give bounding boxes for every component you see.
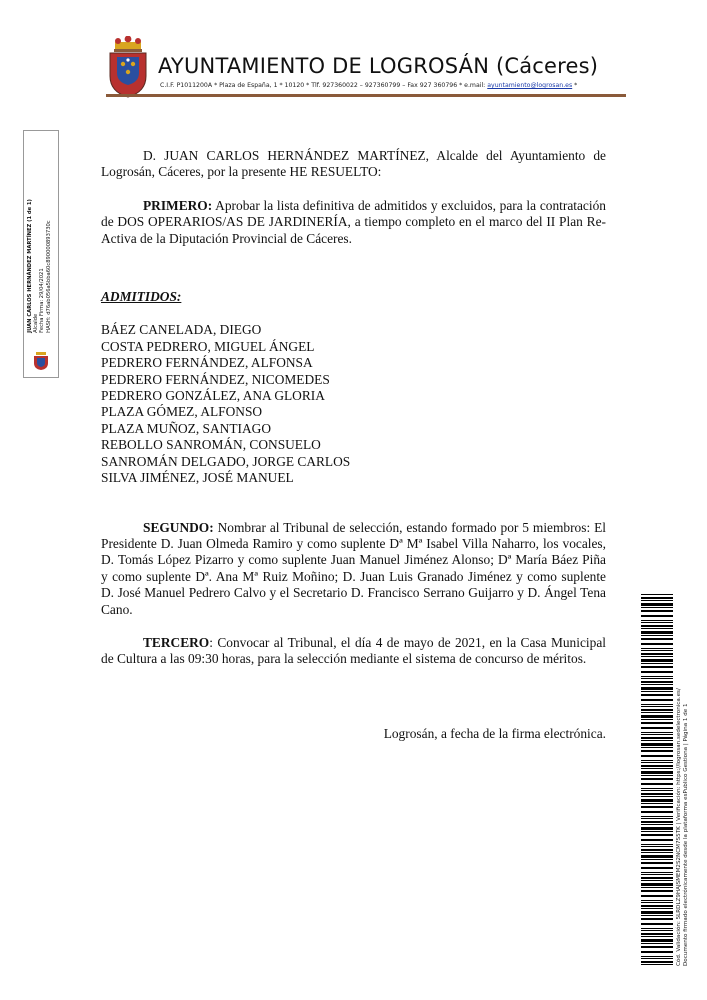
signature-date: Fecha Firma: 29/04/2021 bbox=[39, 268, 46, 333]
admitted-list bbox=[101, 322, 606, 486]
validation-platform: Documento firmado electrónicamente desde la plataforma esPublico Gestiona | Página 1 de 1 bbox=[683, 703, 689, 966]
coat-of-arms-icon bbox=[106, 36, 150, 98]
first-resolution-paragraph bbox=[101, 198, 606, 247]
list-item: COSTA PEDRERO, MIGUEL ÁNGEL bbox=[101, 338, 315, 354]
municipal-seal-icon bbox=[32, 351, 50, 371]
second-label: SEGUNDO: bbox=[143, 519, 214, 535]
third-label: TERCERO bbox=[143, 634, 210, 650]
second-text: Nombrar al Tribunal de selección, estando formado por 5 miembros: El Presidente D. Juan Olmeda Ramiro y como suplente Dª Mª Isabel Villa Naharro, los vocales, D. Tomás López Pizarro y como suplente Juan Manuel Jiménez Alonso; Dª María Báez Piña y como suplente Dª. Ana Mª Ruiz Moñino; D. Juan Luis Granado Jiménez y como suplente D. José Manuel Pedrero Calvo y el Secretario D. Francisco Serrano Guijarro y D. Ángel Tena Cano. bbox=[101, 519, 606, 617]
validation-code: Cód. Validación: 5LRDLZ9HAJSMEM2S2NCM7S5TK | Verificación: https://logrosan.sedelectronica.es/ bbox=[676, 688, 682, 966]
resolution-intro: D. JUAN CARLOS HERNÁNDEZ MARTÍNEZ, Alcalde del Ayuntamiento de Logrosán, Cáceres, por la presente HE RESUELTO: bbox=[101, 148, 606, 180]
email-link[interactable]: ayuntamiento@logrosan.es bbox=[487, 82, 573, 89]
signer-name: JUAN CARLOS HERNÁNDEZ MARTÍNEZ (1 de 1) bbox=[27, 199, 33, 333]
list-item: SANROMÁN DELGADO, JORGE CARLOS bbox=[101, 453, 351, 469]
organization-contact-info bbox=[160, 82, 577, 89]
list-item: PEDRERO FERNÁNDEZ, ALFONSA bbox=[101, 355, 313, 371]
contact-details: C.I.F. P1011200A * Plaza de España, 1 * 10120 * Tlf. 927360022 – 927360799 – Fax 927 360796 * e.mail: bbox=[160, 82, 488, 89]
list-item: PEDRERO FERNÁNDEZ, NICOMEDES bbox=[101, 371, 330, 387]
letterhead bbox=[106, 36, 626, 100]
first-label: PRIMERO: bbox=[143, 197, 213, 213]
signer-role: Alcalde bbox=[33, 314, 40, 333]
list-item: PLAZA MUÑOZ, SANTIAGO bbox=[101, 420, 271, 436]
first-text: Aprobar la lista definitiva de admitidos y excluidos, para la contratación de DOS OPERARIOS/AS DE JARDINERÍA, a tiempo completo en el marco del II Plan Re-Activa de la Diputación Provincial de Cáceres. bbox=[101, 197, 606, 246]
admitted-heading: ADMITIDOS: bbox=[101, 289, 182, 305]
list-item: PEDRERO GONZÁLEZ, ANA GLORIA bbox=[101, 388, 325, 404]
contact-suffix: * bbox=[572, 82, 578, 89]
list-item: REBOLLO SANROMÁN, CONSUELO bbox=[101, 437, 321, 453]
signature-hash: HASH: d76ab056a5bba60c890000893730c bbox=[45, 220, 52, 333]
signature-stamp bbox=[23, 130, 59, 378]
place-and-date: Logrosán, a fecha de la firma electrónica. bbox=[383, 725, 606, 741]
list-item: PLAZA GÓMEZ, ALFONSO bbox=[101, 404, 263, 420]
signature-details bbox=[27, 133, 52, 333]
header-divider bbox=[106, 94, 626, 97]
list-item: SILVA JIMÉNEZ, JOSÉ MANUEL bbox=[101, 470, 294, 486]
validation-strip bbox=[676, 666, 690, 966]
resolution-body bbox=[101, 148, 606, 742]
third-text: : Convocar al Tribunal, el día 4 de mayo de 2021, en la Casa Municipal de Cultura a las 09:30 horas, para la selección mediante el sistema de concurso de méritos. bbox=[101, 634, 606, 667]
barcode-icon bbox=[641, 594, 673, 966]
second-resolution-paragraph bbox=[101, 520, 606, 618]
third-resolution-paragraph bbox=[101, 635, 606, 668]
list-item: BÁEZ CANELADA, DIEGO bbox=[101, 322, 262, 338]
organization-title: AYUNTAMIENTO DE LOGROSÁN (Cáceres) bbox=[158, 54, 599, 78]
